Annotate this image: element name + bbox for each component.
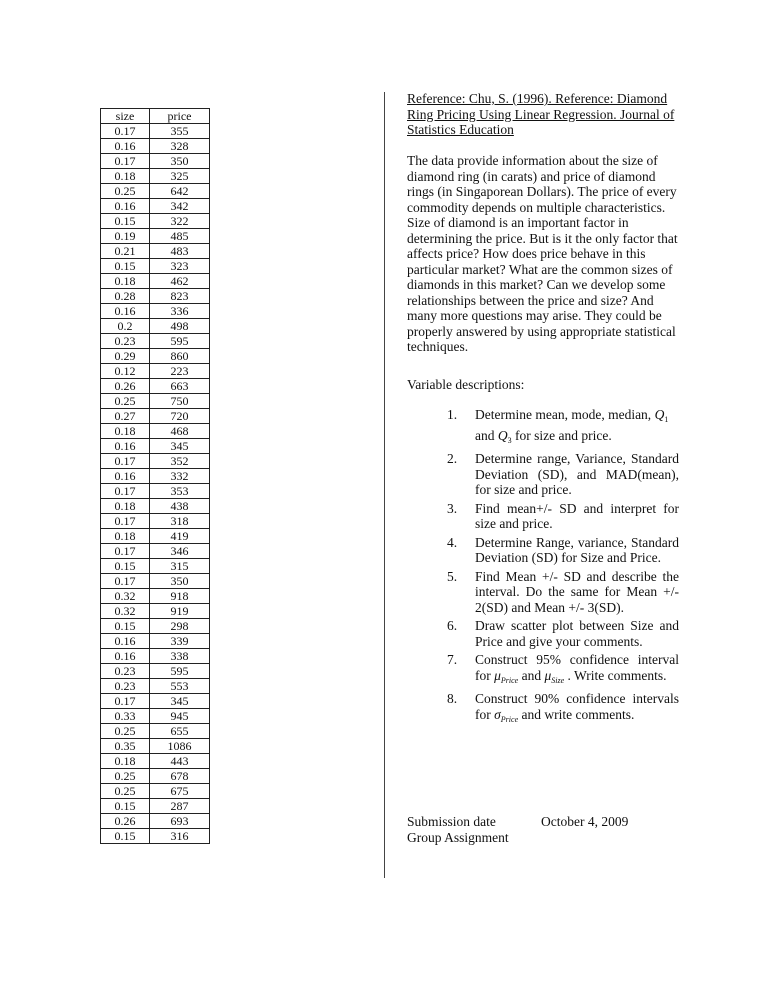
table-row (101, 574, 210, 589)
table-row (101, 739, 210, 754)
size-cell: 0.26 (101, 814, 150, 829)
table-row (101, 559, 210, 574)
table-row (101, 184, 210, 199)
size-cell: 0.23 (101, 334, 150, 349)
price-cell: 655 (150, 724, 210, 739)
size-cell: 0.18 (101, 754, 150, 769)
price-cell: 595 (150, 334, 210, 349)
group-assignment-label: Group Assignment (407, 830, 509, 845)
price-cell: 1086 (150, 739, 210, 754)
size-cell: 0.17 (101, 124, 150, 139)
price-cell: 315 (150, 559, 210, 574)
size-cell: 0.32 (101, 604, 150, 619)
question-item: 8. Construct 90% confidence intervals for $\sigma_{Price}$ and write comments. (447, 691, 679, 724)
size-cell: 0.19 (101, 229, 150, 244)
price-cell: 350 (150, 154, 210, 169)
size-cell: 0.27 (101, 409, 150, 424)
size-cell: 0.16 (101, 649, 150, 664)
question-list (447, 407, 679, 730)
size-cell: 0.32 (101, 589, 150, 604)
size-cell: 0.16 (101, 139, 150, 154)
question-item: 7. Construct 95% confidence interval for $\mu_{Price}$ and $\mu_{Size}$ . Write comments. (447, 652, 679, 685)
size-cell: 0.17 (101, 514, 150, 529)
price-cell: 298 (150, 619, 210, 634)
table-row (101, 754, 210, 769)
question-item: 6. Draw scatter plot between Size and Price and give your comments. (447, 618, 679, 649)
price-cell: 325 (150, 169, 210, 184)
submission-date: October 4, 2009 (541, 814, 629, 829)
size-cell: 0.21 (101, 244, 150, 259)
size-cell: 0.23 (101, 664, 150, 679)
price-cell: 823 (150, 289, 210, 304)
question-item: 1. Determine mean, mode, median, $Q_1$ and $Q_3$ for size and price. (447, 407, 669, 445)
price-cell: 498 (150, 319, 210, 334)
submission-block (407, 814, 629, 846)
table-row (101, 244, 210, 259)
column-divider (384, 92, 385, 878)
table-row (101, 484, 210, 499)
reference-text: Reference: Chu, S. (1996). Reference: Diamond Ring Pricing Using Linear Regression. Journal of Statistics Education (407, 91, 675, 137)
price-cell: 860 (150, 349, 210, 364)
price-cell: 419 (150, 529, 210, 544)
table-row (101, 139, 210, 154)
price-cell: 642 (150, 184, 210, 199)
price-cell: 336 (150, 304, 210, 319)
price-cell: 678 (150, 769, 210, 784)
table-row (101, 379, 210, 394)
price-cell: 693 (150, 814, 210, 829)
size-cell: 0.26 (101, 379, 150, 394)
table-row (101, 454, 210, 469)
price-cell: 328 (150, 139, 210, 154)
price-cell: 346 (150, 544, 210, 559)
size-cell: 0.15 (101, 214, 150, 229)
size-cell: 0.15 (101, 259, 150, 274)
price-cell: 353 (150, 484, 210, 499)
table-row (101, 304, 210, 319)
table-row (101, 169, 210, 184)
size-cell: 0.17 (101, 154, 150, 169)
question-item: 2. Determine range, Variance, Standard Deviation (SD), and MAD(mean), for size and price. (447, 451, 679, 497)
price-cell: 945 (150, 709, 210, 724)
price-column-header: price (150, 109, 210, 124)
size-cell: 0.2 (101, 319, 150, 334)
table-header-row (101, 109, 210, 124)
size-cell: 0.18 (101, 169, 150, 184)
table-row (101, 799, 210, 814)
table-row (101, 769, 210, 784)
table-row (101, 214, 210, 229)
table-row (101, 634, 210, 649)
size-column-header: size (101, 109, 150, 124)
price-cell: 323 (150, 259, 210, 274)
table-row (101, 829, 210, 844)
table-row (101, 289, 210, 304)
price-cell: 443 (150, 754, 210, 769)
table-row (101, 334, 210, 349)
size-cell: 0.18 (101, 274, 150, 289)
size-cell: 0.16 (101, 634, 150, 649)
price-cell: 918 (150, 589, 210, 604)
size-cell: 0.15 (101, 799, 150, 814)
price-cell: 675 (150, 784, 210, 799)
table-row (101, 589, 210, 604)
size-cell: 0.25 (101, 394, 150, 409)
size-cell: 0.17 (101, 454, 150, 469)
size-cell: 0.25 (101, 784, 150, 799)
table-row (101, 649, 210, 664)
question-item: 4. Determine Range, variance, Standard Deviation (SD) for Size and Price. (447, 534, 679, 565)
table-row (101, 349, 210, 364)
size-cell: 0.12 (101, 364, 150, 379)
size-cell: 0.17 (101, 544, 150, 559)
size-cell: 0.18 (101, 424, 150, 439)
size-cell: 0.17 (101, 574, 150, 589)
table-row (101, 124, 210, 139)
table-row (101, 319, 210, 334)
size-cell: 0.16 (101, 439, 150, 454)
description-paragraph: The data provide information about the size of diamond ring (in carats) and price of diamond rings (in Singaporean Dollars). The price of every commodity depends on multiple characteristics. Size of diamond is an important factor in determining the price. But is it the only factor that affects price? How does price behave in this particular market? What are the common sizes of diamonds in this market? Can we develop some relationships between the price and size? And many more questions may arise. They could be properly answered by using appropriate statistical techniques. (407, 153, 678, 354)
price-cell: 485 (150, 229, 210, 244)
size-cell: 0.15 (101, 619, 150, 634)
table-row (101, 529, 210, 544)
size-cell: 0.25 (101, 769, 150, 784)
size-cell: 0.18 (101, 499, 150, 514)
price-cell: 287 (150, 799, 210, 814)
price-cell: 468 (150, 424, 210, 439)
table-row (101, 679, 210, 694)
size-cell: 0.28 (101, 289, 150, 304)
price-cell: 338 (150, 649, 210, 664)
price-cell: 720 (150, 409, 210, 424)
table-row (101, 394, 210, 409)
table-row (101, 424, 210, 439)
table-row (101, 604, 210, 619)
size-cell: 0.35 (101, 739, 150, 754)
table-row (101, 199, 210, 214)
table-row (101, 694, 210, 709)
size-cell: 0.17 (101, 694, 150, 709)
price-cell: 345 (150, 694, 210, 709)
table-row (101, 664, 210, 679)
price-cell: 483 (150, 244, 210, 259)
table-row (101, 259, 210, 274)
table-row (101, 469, 210, 484)
price-cell: 438 (150, 499, 210, 514)
submission-label: Submission date (407, 814, 496, 829)
price-cell: 355 (150, 124, 210, 139)
table-row (101, 514, 210, 529)
size-cell: 0.33 (101, 709, 150, 724)
price-cell: 352 (150, 454, 210, 469)
size-cell: 0.16 (101, 199, 150, 214)
size-cell: 0.25 (101, 184, 150, 199)
price-cell: 322 (150, 214, 210, 229)
price-cell: 750 (150, 394, 210, 409)
size-cell: 0.15 (101, 559, 150, 574)
question-item: 5. Find Mean +/- SD and describe the interval. Do the same for Mean +/- 2(SD) and Mean +/- 3(SD). (447, 568, 679, 615)
table-row (101, 274, 210, 289)
table-row (101, 154, 210, 169)
size-cell: 0.16 (101, 469, 150, 484)
size-cell: 0.18 (101, 529, 150, 544)
price-cell: 663 (150, 379, 210, 394)
size-cell: 0.29 (101, 349, 150, 364)
table-row (101, 619, 210, 634)
variables-heading: Variable descriptions: (407, 377, 525, 392)
price-cell: 462 (150, 274, 210, 289)
size-cell: 0.25 (101, 724, 150, 739)
table-row (101, 364, 210, 379)
table-row (101, 499, 210, 514)
price-cell: 223 (150, 364, 210, 379)
question-item: 3. Find mean+/- SD and interpret for size and price. (447, 500, 679, 531)
price-cell: 919 (150, 604, 210, 619)
table-row (101, 544, 210, 559)
price-cell: 553 (150, 679, 210, 694)
table-row (101, 814, 210, 829)
price-cell: 342 (150, 199, 210, 214)
price-cell: 595 (150, 664, 210, 679)
table-row (101, 409, 210, 424)
table-row (101, 724, 210, 739)
size-cell: 0.15 (101, 829, 150, 844)
table-row (101, 709, 210, 724)
size-cell: 0.16 (101, 304, 150, 319)
price-cell: 316 (150, 829, 210, 844)
table-body (101, 124, 210, 844)
size-cell: 0.23 (101, 679, 150, 694)
price-cell: 345 (150, 439, 210, 454)
price-cell: 339 (150, 634, 210, 649)
price-cell: 350 (150, 574, 210, 589)
price-cell: 318 (150, 514, 210, 529)
price-cell: 332 (150, 469, 210, 484)
data-table (100, 108, 210, 844)
size-cell: 0.17 (101, 484, 150, 499)
table-row (101, 784, 210, 799)
table-row (101, 229, 210, 244)
table-row (101, 439, 210, 454)
